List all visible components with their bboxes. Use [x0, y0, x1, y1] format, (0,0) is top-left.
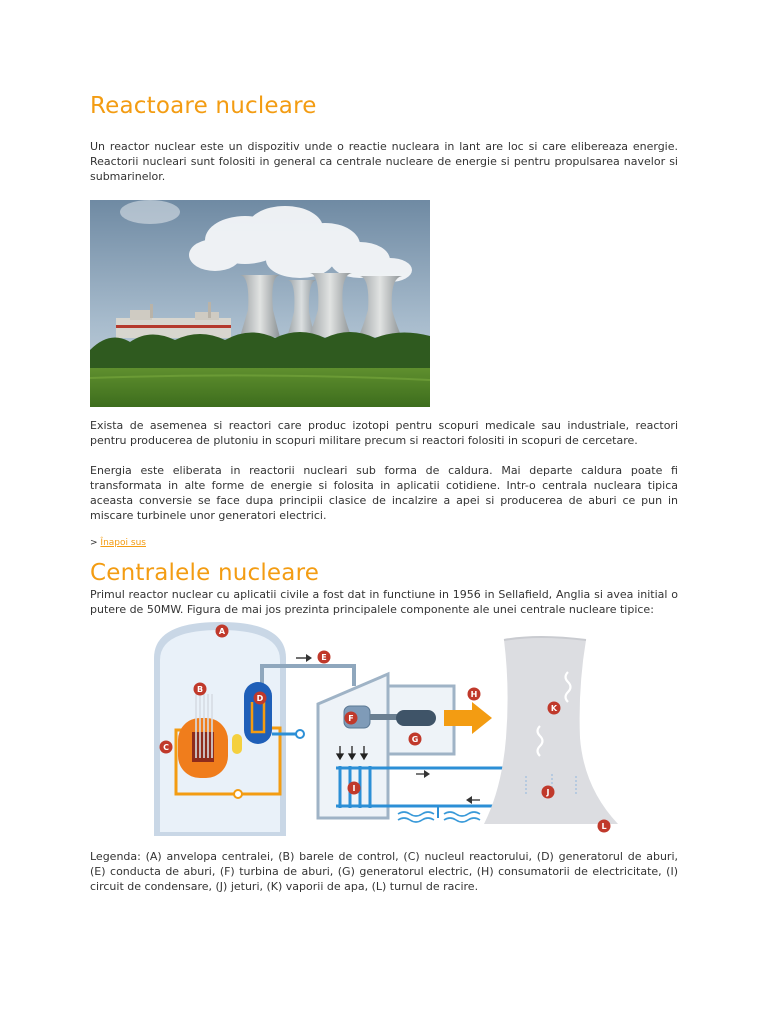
intro-paragraph: Un reactor nuclear este un dispozitiv unde o reactie nucleara in lant are loc si care elibereaza energie. Reactorii nucleari sunt folositi in general ca centrale nucleare de energie si pentru propulsarea navelor si submarinelor. [90, 140, 678, 183]
nuclear-plant-diagram [148, 618, 620, 844]
badge-g: G [411, 735, 419, 744]
badge-d: D [256, 694, 264, 703]
plants-paragraph: Primul reactor nuclear cu aplicatii civile a fost dat in functiune in 1956 in Sellafield, Anglia si avea initial o putere de 50MW. Figura de mai jos prezinta principalele componente ale unei centrale nucleare tipice: [90, 588, 678, 616]
back-to-top [90, 538, 146, 548]
badge-i: I [352, 784, 356, 793]
turbine-hall [318, 674, 388, 818]
badge-c: C [163, 743, 169, 752]
badge-a: A [218, 627, 226, 636]
section-title: Centralele nucleare [90, 560, 320, 586]
isotopes-paragraph: Exista de asemenea si reactori care produc izotopi pentru scopuri medicale sau industriale, reactori pentru producerea de plutoniu in scopuri militare precum si reactori folositi in scopuri de cercetare. [90, 419, 678, 447]
steam-generator [244, 682, 272, 744]
energy-paragraph: Energia este eliberata in reactorii nucleari sub forma de caldura. Mai departe caldura poate fi transformata in alte forme de energie si folosita in aplicatii cotidiene. Intr-o centrala nucleara tipica aceasta conversie se face dupa principii clasice de incalzire a apei si producerea de aburi ce pun in miscare turbinele unor generatori electrici. [90, 464, 678, 522]
badge-f: F [348, 714, 354, 723]
legend-paragraph: Legenda: (A) anvelopa centralei, (B) barele de control, (C) nucleul reactorului, (D) generatorul de aburi, (E) conducta de aburi, (F) turbina de aburi, (G) generatorul electric, (H) consumatorii de electricitate, (I) circuit de condensare, (J) jeturi, (K) vaporii de apa, (L) turnul de racire. [90, 850, 678, 893]
badge-b: B [196, 685, 204, 694]
back-to-top-link[interactable]: Înapoi sus [100, 538, 146, 548]
electric-generator [396, 710, 436, 726]
badge-h: H [470, 690, 478, 699]
badge-e: E [321, 653, 327, 662]
back-arrow: > [90, 538, 98, 548]
cooling-towers-photo [90, 200, 430, 407]
badge-k: K [550, 704, 558, 713]
badge-l: L [601, 822, 607, 831]
page-title: Reactoare nucleare [90, 93, 317, 119]
badge-j: J [546, 788, 550, 797]
